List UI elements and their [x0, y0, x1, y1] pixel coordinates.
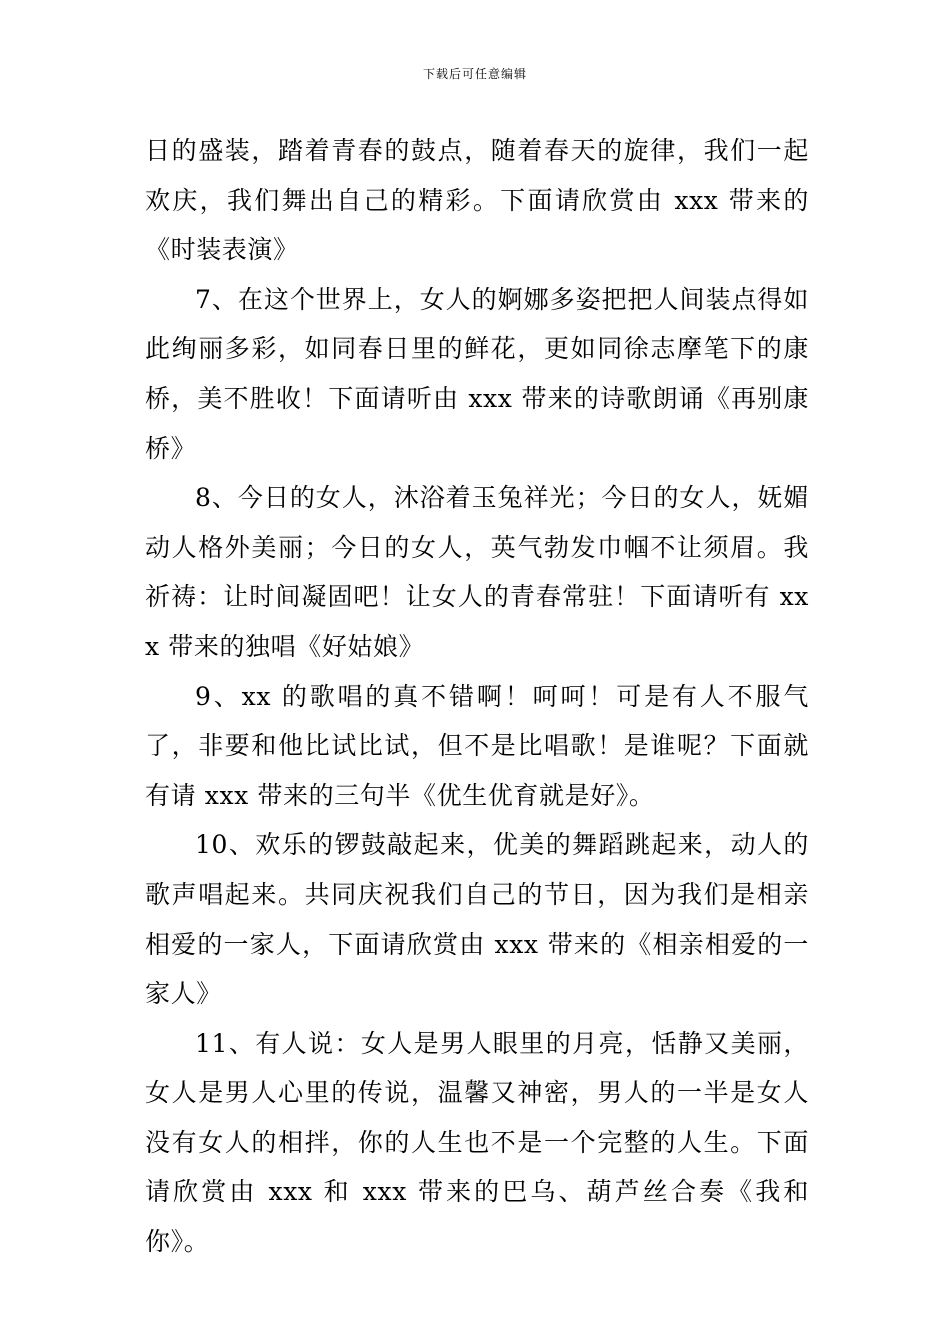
paragraph-item-9: 9、xx 的歌唱的真不错啊！呵呵！可是有人不服气了，非要和他比试比试，但不是比唱歌！是谁呢？下面就有请 xxx 带来的三句半《优生优育就是好》。	[145, 681, 809, 810]
paragraph-item-7: 7、在这个世界上，女人的婀娜多姿把把人间装点得如此绚丽多彩，如同春日里的鲜花，更如同徐志摩笔下的康桥，美不胜收！下面请听由 xxx 带来的诗歌朗诵《再别康桥》	[145, 284, 809, 463]
paragraph-item-8: 8、今日的女人，沐浴着玉兔祥光；今日的女人，妩媚动人格外美丽；今日的女人，英气勃发巾帼不让须眉。我祈祷：让时间凝固吧！让女人的青春常驻！下面请听有 xxx 带来的独唱《好姑娘》	[145, 483, 809, 661]
paragraph-item-11: 11、有人说：女人是男人眼里的月亮，恬静又美丽，女人是男人心里的传说，温馨又神密，男人的一半是女人没有女人的相拌，你的人生也不是一个完整的人生。下面请欣赏由 xxx 和 xxx 带来的巴乌、葫芦丝合奏《我和你》。	[145, 1028, 809, 1257]
paragraph-item-10: 10、欢乐的锣鼓敲起来，优美的舞蹈跳起来，动人的歌声唱起来。共同庆祝我们自己的节日，因为我们是相亲相爱的一家人，下面请欣赏由 xxx 带来的《相亲相爱的一家人》	[145, 830, 809, 1009]
paragraph-continuation: 日的盛装，踏着青春的鼓点，随着春天的旋律，我们一起欢庆，我们舞出自己的精彩。下面请欣赏由 xxx 带来的《时装表演》	[145, 136, 809, 265]
document-body	[145, 126, 809, 1267]
page-header: 下载后可任意编辑	[422, 67, 527, 81]
